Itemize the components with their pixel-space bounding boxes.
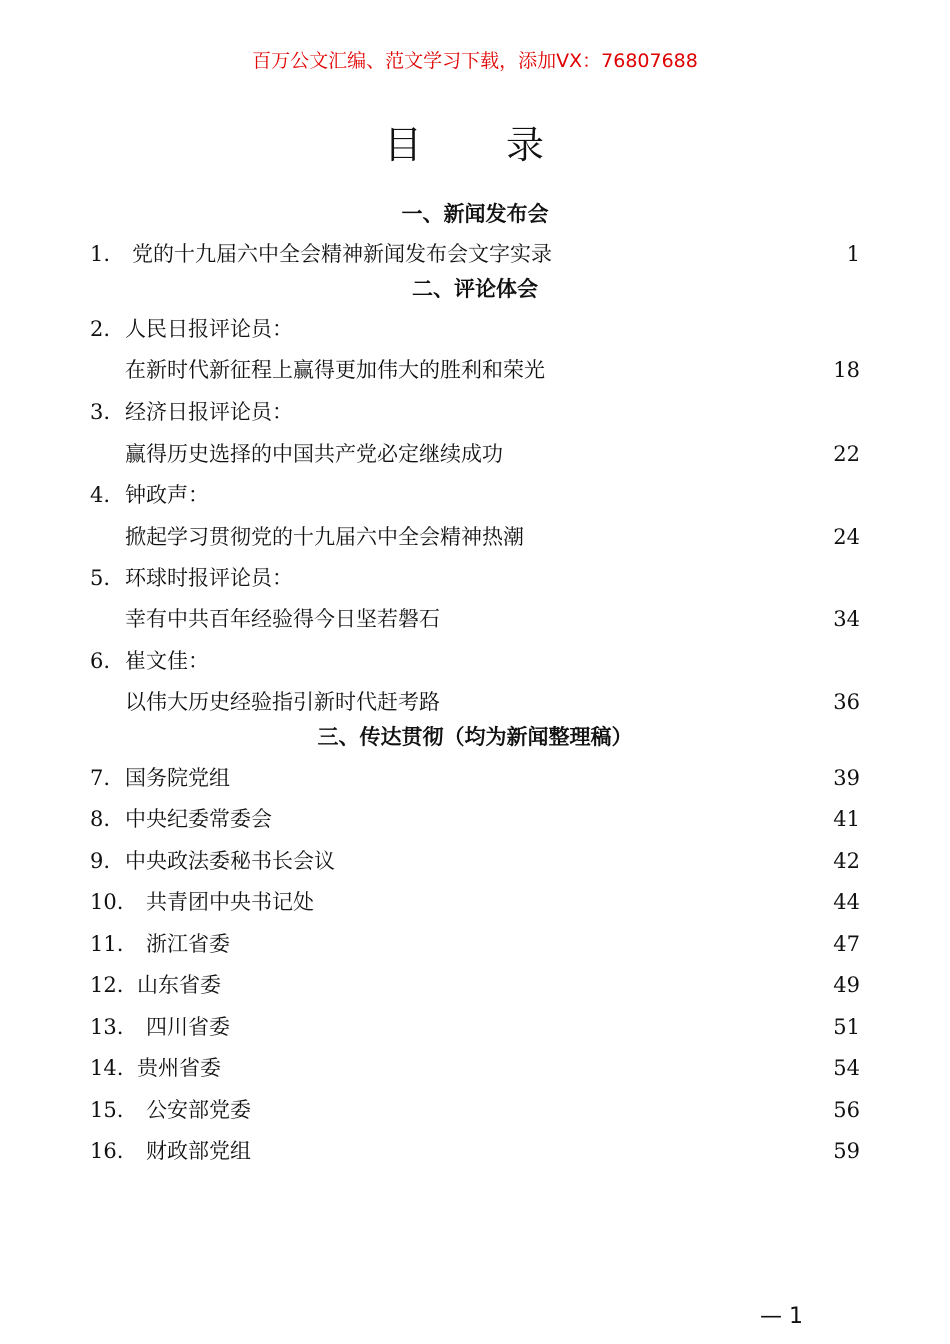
entry-number: 6.	[90, 649, 111, 673]
entry-title: 贵州省委	[137, 1056, 221, 1080]
entry-page: 49	[833, 973, 860, 997]
entry-page: 51	[833, 1015, 860, 1039]
entry-page: 41	[833, 807, 860, 831]
entry-title: 党的十九届六中全会精神新闻发布会文字实录	[132, 242, 552, 266]
toc-entry	[90, 395, 860, 429]
entry-title: 浙江省委	[146, 932, 230, 956]
entry-number: 4.	[90, 483, 111, 507]
page-title: 目 录	[383, 123, 581, 167]
entry-page: 44	[833, 890, 860, 914]
entry-number: 16.	[90, 1139, 124, 1163]
toc-entry	[90, 478, 860, 512]
entry-title: 公安部党委	[146, 1098, 251, 1122]
entry-page: 39	[833, 766, 860, 790]
entry-title: 崔文佳：	[125, 649, 209, 673]
entry-title: 钟政声：	[125, 483, 209, 507]
entry-number: 10.	[90, 890, 124, 914]
entry-page: 18	[833, 358, 860, 382]
section-heading-2: 二、评论体会	[412, 277, 538, 301]
entry-page: 24	[833, 525, 860, 549]
entry-number: 1.	[90, 242, 111, 266]
entry-number: 9.	[90, 849, 111, 873]
entry-page: 47	[833, 932, 860, 956]
entry-number: 3.	[90, 400, 111, 424]
toc-entry	[90, 1051, 860, 1085]
toc-entry	[90, 844, 860, 878]
entry-subtitle: 在新时代新征程上赢得更加伟大的胜利和荣光	[125, 358, 545, 382]
entry-number: 2.	[90, 317, 111, 341]
toc-entry	[90, 312, 860, 346]
toc-entry	[90, 237, 860, 271]
toc-entry	[90, 561, 860, 595]
toc-entry	[90, 885, 860, 919]
toc-entry	[90, 802, 860, 836]
entry-page: 1	[846, 242, 860, 266]
entry-number: 8.	[90, 807, 111, 831]
toc-entry-continued	[125, 602, 860, 636]
entry-page: 59	[833, 1139, 860, 1163]
toc-entry	[90, 1134, 860, 1168]
entry-title: 环球时报评论员：	[125, 566, 293, 590]
entry-title: 四川省委	[146, 1015, 230, 1039]
download-banner: 百万公文汇编、范文学习下载，添加VX：76807688	[252, 50, 698, 72]
toc-entry-continued	[125, 520, 860, 554]
entry-page: 56	[833, 1098, 860, 1122]
entry-number: 15.	[90, 1098, 124, 1122]
entry-number: 5.	[90, 566, 111, 590]
entry-page: 36	[833, 690, 860, 714]
entry-number: 7.	[90, 766, 111, 790]
toc-entry	[90, 968, 860, 1002]
entry-page: 22	[833, 442, 860, 466]
entry-title: 经济日报评论员：	[125, 400, 293, 424]
entry-title: 中央政法委秘书长会议	[125, 849, 335, 873]
entry-number: 14.	[90, 1056, 124, 1080]
entry-page: 34	[833, 607, 860, 631]
page-number-footer: — 1	[760, 1304, 803, 1329]
entry-title: 国务院党组	[125, 766, 230, 790]
toc-entry-continued	[125, 685, 860, 719]
entry-title: 中央纪委常委会	[125, 807, 272, 831]
entry-number: 11.	[90, 932, 124, 956]
entry-subtitle: 以伟大历史经验指引新时代赶考路	[125, 690, 440, 714]
entry-number: 12.	[90, 973, 124, 997]
entry-page: 54	[833, 1056, 860, 1080]
entry-subtitle: 幸有中共百年经验得今日坚若磐石	[125, 607, 440, 631]
entry-subtitle: 掀起学习贯彻党的十九届六中全会精神热潮	[125, 525, 524, 549]
toc-entry-continued	[125, 353, 860, 387]
section-heading-1: 一、新闻发布会	[401, 202, 549, 226]
toc-entry-continued	[125, 437, 860, 471]
toc-entry	[90, 1093, 860, 1127]
toc-entry	[90, 761, 860, 795]
entry-subtitle: 赢得历史选择的中国共产党必定继续成功	[125, 442, 503, 466]
toc-entry	[90, 644, 860, 678]
toc-entry	[90, 1010, 860, 1044]
entry-title: 山东省委	[137, 973, 221, 997]
entry-title: 共青团中央书记处	[146, 890, 314, 914]
toc-entry	[90, 927, 860, 961]
entry-title: 人民日报评论员：	[125, 317, 293, 341]
entry-number: 13.	[90, 1015, 124, 1039]
section-heading-3: 三、传达贯彻（均为新闻整理稿）	[317, 725, 633, 749]
entry-page: 42	[833, 849, 860, 873]
entry-title: 财政部党组	[146, 1139, 251, 1163]
